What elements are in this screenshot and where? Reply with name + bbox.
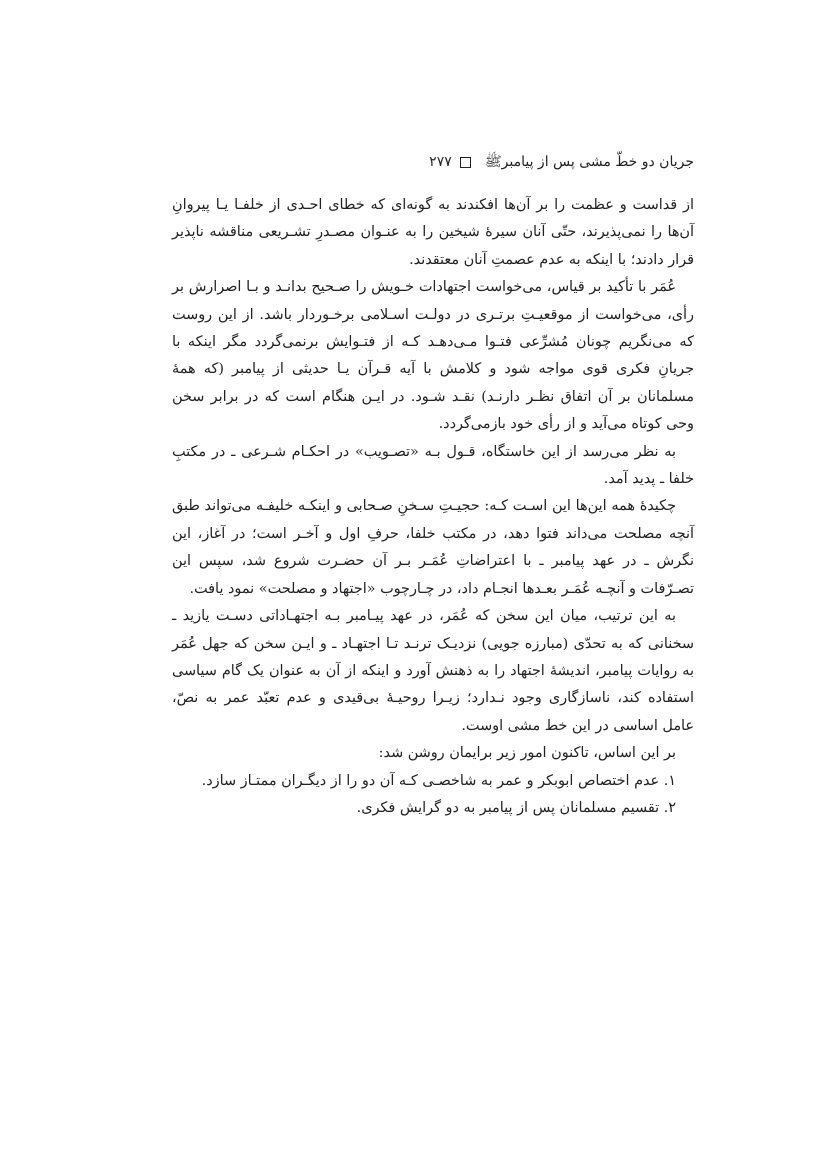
book-page [172,150,694,822]
paragraph: به این ترتیب، میان این سخن که عُمَر، در عهد پیـامبر بـه اجتهـاداتی دسـت یازید ـ سخنانی که به تحدّی (مبارزه جویی) نزدیـک ترنـد تـا اجتهـاد ـ و ایـن سخن که جهل عُمَر به روایات پیامبر، اندیشهٔ اجتهاد را به ذهنش آورد و اینکه از آن به عنوان یک گام سیاسی استفاده کند، ناسازگاری وجود نـدارد؛ زیـرا روحیـهٔ بی‌قیدی و عدم تعبّد عمر به نصّ، عامل اساسی در این خط مشی اوست. [172,608,694,734]
paragraph: چکیدهٔ همه این‌ها این اسـت کـه: حجیـتِ سـخنِ صـحابی و اینکـه خلیفـه می‌تواند طبق آنچه مصلحت می‌داند فتوا دهد، در مکتب خلفا، حرفِ اول و آخـر است؛ در آغاز، این نگرش ـ در عهد پیامبر ـ با اعتراضاتِ عُمَـر بـر آن حضـرت شروع شد، سپس این تصـرّفات و آنچـه عُمَـر بعـدها انجـام داد، در چـارچوب «اجتهاد و مصلحت» نمود یافت. [172,498,694,597]
running-header [172,150,694,174]
header-title: جریان دو خطّ مشی پس از پیامبرﷺ [484,154,694,170]
paragraph: بر این اساس، تاکنون امور زیر برایمان روشن شد: [378,745,676,762]
paragraph: عُمَر با تأکید بر قیاس، می‌خواست اجتهادات خـویش را صـحیح بدانـد و بـا اصرارش بر رأی، می‌خواست از موقعیـتِ برتـری در دولـت اسـلامی برخـوردار باشد. از این روست که می‌نگریم چونان مُشرِّعی فتـوا مـی‌دهـد کـه از فتـوایش برنمی‌گردد مگر اینکه با جریانِ فکری قوی مواجه شود و کلامش با آیه قـرآن یـا حدیثی از پیامبر (که همهٔ مسلمانان بر آن اتفاق نظـر دارنـد) نقـد شـود. در ایـن هنگام است که در برابر سخن وحی کوتاه می‌آید و از رأی خود بازمی‌گردد. [172,279,694,433]
square-ornament-icon [460,157,471,168]
body-text [172,192,694,822]
list-item: ۲. تقسیم مسلمانان پس از پیامبر به دو گرایش فکری. [356,799,676,816]
paragraph: به نظر می‌رسد از این خاستگاه، قـول بـه «تصـویب» در احکـام شـرعی ـ در مکتبِ خلفا ـ پدید آمد. [172,443,694,488]
page-number: ۲۷۷ [429,154,452,170]
paragraph-continued: از قداست و عظمت را بر آن‌ها افکندند به گونه‌ای که خطای احـدی از خلفـا یـا پیروانِ آن‌ها را نمی‌پذیرند، حتّی آنان سیرۀ شیخین را به عنـوان مصـدرِ تشـریعی مناقشه ناپذیر قرار دادند؛ با اینکه به عدم عصمتِ آنان معتقدند. [172,197,694,268]
list-item: ۱. عدم اختصاص ابوبکر و عمر به شاخصـی کـه آن دو را از دیگـران ممتـاز سازد. [201,772,676,789]
